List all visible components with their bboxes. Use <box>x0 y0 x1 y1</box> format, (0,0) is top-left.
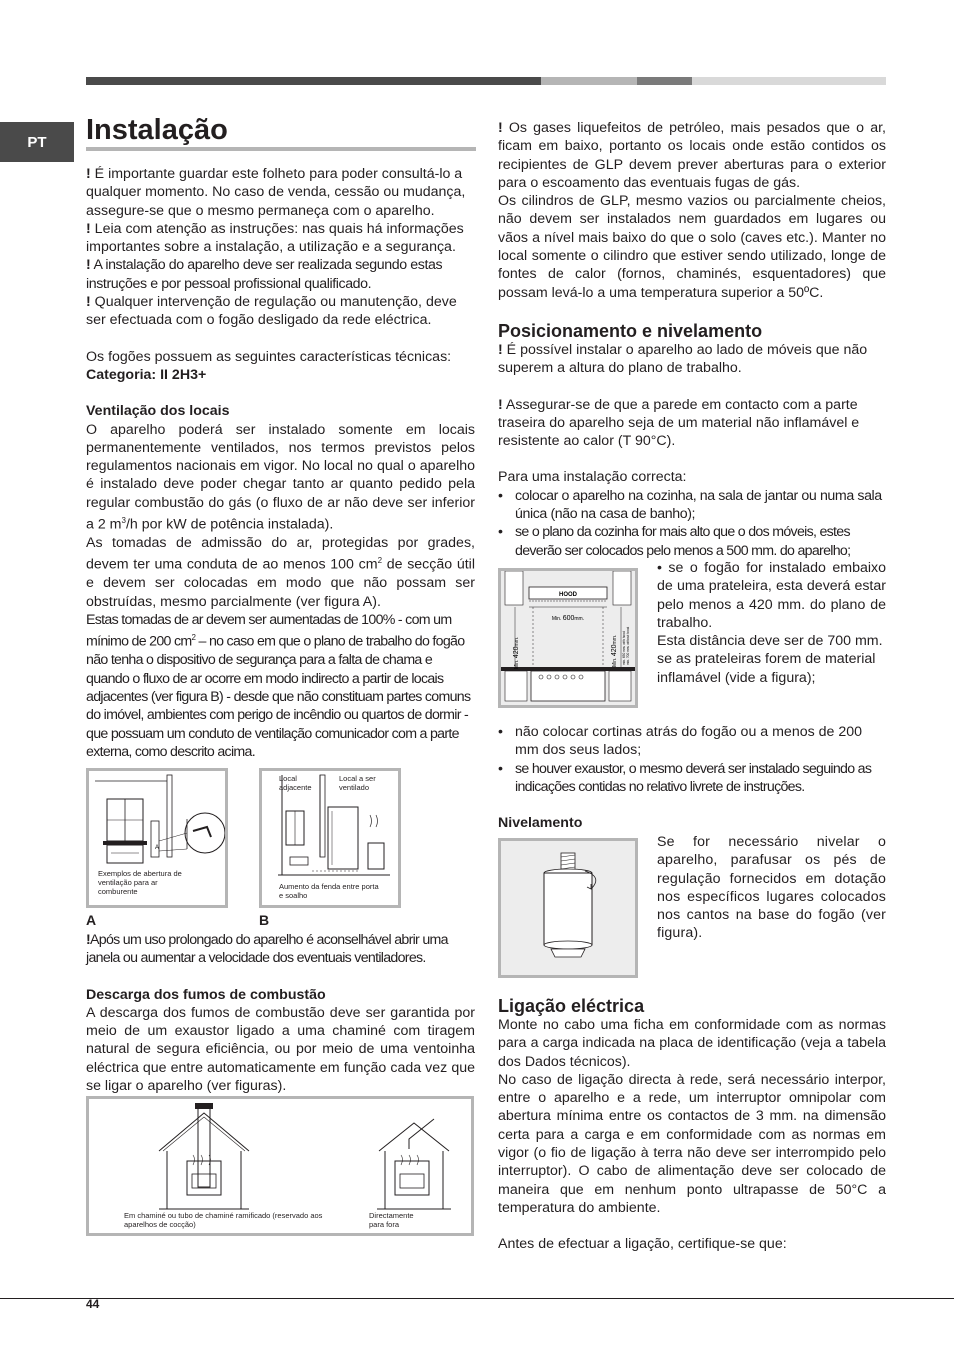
warning-mark: ! <box>86 257 91 274</box>
warning-mark: ! <box>86 294 91 311</box>
figure-a-caption: Exemplos de abertura de ventilação para ar comburente <box>98 869 182 896</box>
language-tab: PT <box>0 122 74 162</box>
leveling-heading: Nivelamento <box>498 815 583 832</box>
ventilation-heading: Ventilação dos locais <box>86 403 230 420</box>
leveling-paragraph: Se for necessário nivelar o aparelho, parafusar os pés de regulação fornecidos em dotação nos específicos lugares colocados nos cantos na base do fogão (ver figura). <box>657 834 886 942</box>
figure-leveling-foot <box>498 838 638 978</box>
install-bullet: • se houver exaustor, o mesmo deverá ser instalado seguindo as indicações contidas no relativo livrete de instruções. <box>498 760 872 795</box>
shelf-clearance-text <box>657 559 886 687</box>
left-column-bottom <box>86 931 475 1095</box>
ventilation-paragraph-3: Estas tomadas de ar devem ser aumentadas de 100% - com um mínimo de 200 $cm^2$ – no caso em que o plano de trabalho do fogão não tenha o dispositivo de segurança para a falta de chama e quando o fluxo de ar ocorre em modo indirecto a partir de locais adjacentes (ver figura B) - desde que não constituam partes comuns do imóvel, ambientes com perigo de incêndio ou quartos de dormir - que possuam um conduto de ventilação comunicador com a parte externa, como descrito acima. <box>86 612 471 760</box>
footer-rule <box>0 1298 954 1299</box>
figure-a-ventilation-openings <box>86 768 228 908</box>
figure-fumes-discharge <box>86 1096 474 1236</box>
intro-paragraph-3 <box>86 256 475 293</box>
header-bar-segment-4 <box>692 77 886 85</box>
left-column-top <box>86 165 475 761</box>
min-650-label: min. 650 mm. with hood <box>622 631 626 665</box>
tech-intro: Os fogões possuem as seguintes características técnicas: <box>86 348 452 365</box>
figure-b-label: B <box>259 912 270 928</box>
title-underline <box>86 147 476 151</box>
warning-mark: ! <box>86 166 91 182</box>
header-bar-segment-1 <box>86 77 541 85</box>
fumes-caption-outside: Directamente para fora <box>369 1211 414 1229</box>
electrical-paragraph-1: Monte no cabo uma ficha em conformidade com as normas para a carga indicada na placa de identificação (veja a tabela dos Dados técnicos). <box>498 1017 886 1070</box>
shelf-paragraph-2: Esta distância deve ser de 700 mm. se as prateleiras forem de material inflamável (vide a figura); <box>657 633 883 686</box>
warning-mark: ! <box>86 220 91 237</box>
right-column-middle <box>498 723 886 832</box>
figure-a-marker: A <box>155 845 160 851</box>
correct-install-intro: Para uma instalação correcta: <box>498 469 687 486</box>
positioning-paragraph-2: ! Assegurar-se de que a parede em contacto com a parte traseira do aparelho seja de um material não inflamável e resistente ao calor (T 90°C). <box>498 396 860 450</box>
min-420-right-label: Min. 420mm. <box>611 634 618 667</box>
min-600-label: Min. 600mm. <box>551 615 585 622</box>
gas-category: Categoria: II 2H3+ <box>86 366 207 383</box>
page-title: Instalação <box>86 114 228 146</box>
warning-mark: ! <box>498 341 503 358</box>
install-bullet: • não colocar cortinas atrás do fogão ou a menos de 200 mm dos seus lados; <box>498 724 863 759</box>
hood-label: HOOD <box>559 592 577 598</box>
shelf-paragraph-1: • se o fogão for instalado embaixo de uma prateleira, esta deverá estar pelo menos a 420 mm. do plano de trabalho. <box>657 560 886 631</box>
warning-mark: ! <box>86 932 91 948</box>
right-column-top <box>498 119 886 560</box>
gpl-paragraph-1: ! Os gases liquefeitos de petróleo, mais pesados que o ar, ficam em baixo, portanto os locais onde estão contidos os recipientes de GLP devem prever aberturas para o exterior para o escoamento das eventuais fugas de gás. <box>498 120 886 191</box>
fumes-heading: Descarga dos fumos de combustão <box>86 986 326 1003</box>
intro-paragraph-1 <box>86 165 475 220</box>
leveling-text <box>657 833 886 943</box>
figure-b-local-ventilated: Local a ser ventilado <box>339 774 376 792</box>
intro-text-2: Leia com atenção as instruções: nas quais há informações importantes sobre a instalação, a utilização e a segurança. <box>86 220 464 256</box>
header-bar-segment-3 <box>637 77 692 85</box>
ventilator-note: !Após um uso prolongado do aparelho é aconselhável abrir uma janela ou aumentar a velocidade dos eventuais ventiladores. <box>86 932 448 967</box>
positioning-heading: Posicionamento e nivelamento <box>498 320 763 341</box>
figure-b-caption: Aumento da fenda entre porta e soalho <box>279 882 379 900</box>
install-bullet: • colocar o aparelho na cozinha, na sala de jantar ou numa sala única (não na casa de banho); <box>498 487 882 523</box>
page-number: 44 <box>86 1297 100 1311</box>
fumes-caption-chimney: Em chaminé ou tubo de chaminé ramificado (reservado aos aparelhos de cocção) <box>124 1211 323 1229</box>
min-700-label: min. 700 mm. without hood <box>626 626 630 665</box>
ventilation-paragraph-1: O aparelho poderá ser instalado somente em locais permanentemente ventilados, nos termos previstos pelos regulamentos nacionais em vigor. No local no qual o aparelho é instalado deve poder chegar tanto ar quanto pedido pela regular combustão do gás (o fluxo de ar não deve ser inferior a 2 $m^3/h$ por kW de potência instalada). <box>86 421 475 533</box>
electrical-paragraph-2: No caso de ligação directa à rede, será necessário interpor, entre o aparelho e a rede, um interruptor omnipolar com abertura mínima entre os contactos de 3 mm. na dimensão certa para a carga e em conformidade com as normas em vigor (o fio de ligação à terra não deve ser interrompido pelo interruptor). O cabo de alimentação deve ser colocado de maneira que em nenhum ponto ultrapasse de 50°C a temperatura do ambiente. <box>498 1071 886 1216</box>
intro-text-4: Qualquer intervenção de regulação ou manutenção, deve ser efectuada com o fogão desligado da rede eléctrica. <box>86 294 457 329</box>
warning-mark: ! <box>498 120 503 136</box>
electrical-paragraph-3: Antes de efectuar a ligação, certifique-se que: <box>498 1236 787 1253</box>
warning-mark: ! <box>498 396 503 413</box>
ventilation-paragraph-2: As tomadas de admissão do ar, protegidas por grades, devem ter uma conduta de ao menos 100 $cm^2$ de secção útil e devem ser colocadas em modo que não possam ser obstruídas, mesmo parcialmente (ver figura A). <box>86 535 475 610</box>
figure-a-label: A <box>86 912 97 928</box>
gpl-paragraph-2: Os cilindros de GLP, mesmo vazios ou parcialmente cheios, não devem ser instalados nem guardados em lugares ou vãos a nível mais baixo do que o solo (caves etc.). Manter no local somente o cilindro que estiver sendo utilizado, longe de fontes de calor (fornos, chaminés, esquentadores) que possam levá-lo a uma temperatura superior a 50ºC. <box>498 193 886 301</box>
intro-paragraph-2 <box>86 220 475 257</box>
min-420-left-label: Min. 420mm. <box>513 636 520 669</box>
header-bar-segment-2 <box>541 77 637 85</box>
install-bullet: • se o plano da cozinha for mais alto que o dos móveis, estes deverão ser colocados pelo menos a 500 mm. do aparelho; <box>498 524 851 559</box>
figure-hood-clearance <box>498 568 638 708</box>
figure-b-local-adjacent: Local adjacente <box>279 774 312 792</box>
intro-paragraph-4 <box>86 293 475 330</box>
right-column-bottom <box>498 996 886 1254</box>
fumes-paragraph: A descarga dos fumos de combustão deve ser garantida por meio de um exaustor ligado a uma chaminé com tiragem natural de segura eficiência, ou por meio de uma ventoinha eléctrica que entre automaticamente em função cada vez que se ligar o aparelho (ver figuras). <box>86 1004 475 1095</box>
intro-text-1: É importante guardar este folheto para poder consultá-lo a qualquer momento. No caso de venda, cessão ou mudança, assegure-se que o mesmo permaneça com o aparelho. <box>86 166 466 219</box>
positioning-paragraph-1: ! É possível instalar o aparelho ao lado de móveis que não superem a altura do plano de trabalho. <box>498 341 868 377</box>
electrical-heading: Ligação eléctrica <box>498 996 645 1016</box>
figure-b-adjacent-room <box>259 768 401 908</box>
intro-text-3: A instalação do aparelho deve ser realizada segundo estas instruções e por pessoal profissional qualificado. <box>86 257 443 292</box>
